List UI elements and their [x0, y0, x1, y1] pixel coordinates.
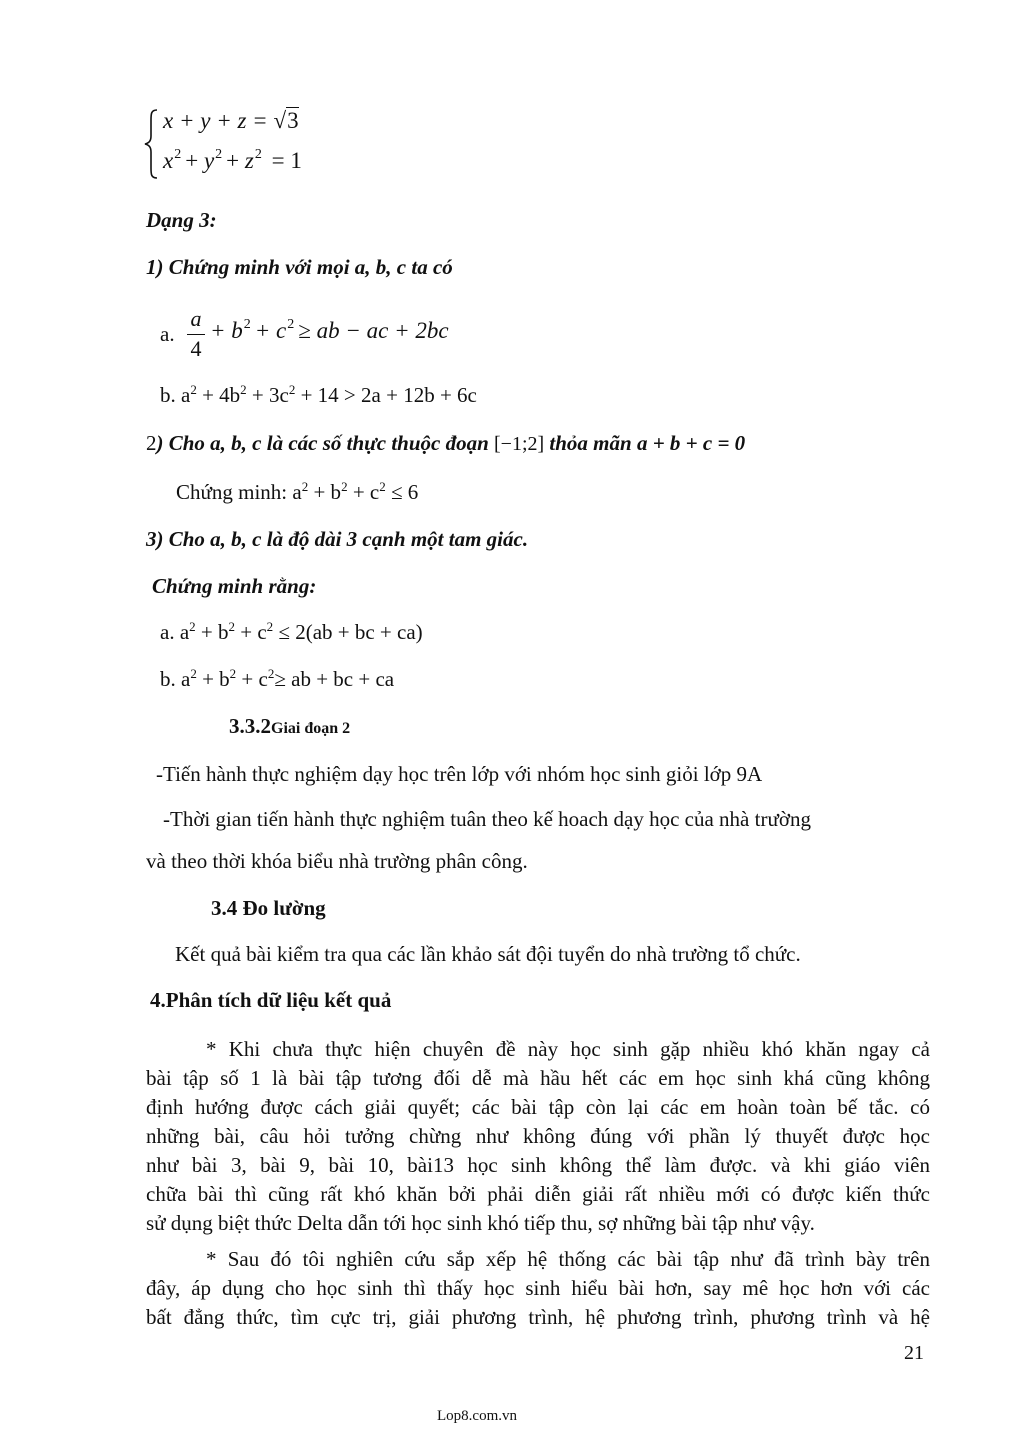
item-3-title: 3) Cho a, b, c là độ dài 3 cạnh một tam giác.: [146, 527, 529, 551]
equation-1-lhs: x + y + z =: [163, 108, 268, 133]
plus-sign: +: [226, 148, 240, 173]
plus-sign: +: [185, 148, 199, 173]
equation-2-rhs: = 1: [271, 148, 302, 173]
exponent: 2: [243, 317, 251, 332]
text-part: + b: [195, 620, 229, 644]
term-b: + b: [210, 318, 243, 343]
item-1a-expression: [210, 318, 449, 344]
result-text: Kết quả bài kiểm tra qua các lần khảo sát đội tuyển do nhà trường tổ chức.: [175, 942, 801, 966]
item-1-title: 1) Chứng minh với mọi a, b, c ta có: [146, 255, 453, 279]
text-part: ≥ ab + bc + ca: [274, 667, 395, 691]
item-2-title: [146, 431, 745, 456]
text-part: Chứng minh: a: [176, 480, 302, 504]
exponent: 2: [254, 147, 262, 162]
paragraph-line: những bài, câu hỏi tưởng chừng như không đúng với phần lý thuyết được học: [146, 1124, 930, 1148]
exponent: 2: [301, 479, 309, 494]
page-number: 21: [904, 1342, 924, 1364]
section-3-3-2-heading: [229, 714, 350, 739]
text-part: b. a: [160, 667, 191, 691]
text-part: b. a: [160, 383, 191, 407]
exponent: 2: [288, 382, 296, 397]
section-number: 3.3.2: [229, 714, 271, 738]
paragraph-line: * Khi chưa thực hiện chuyên đề này học sinh gặp nhiều khó khăn ngay cả: [206, 1037, 930, 1061]
paragraph-line: định hướng được cách giải quyết; các bài tập còn lại các em hoàn toàn bế tắc. có: [146, 1095, 930, 1119]
var-y: y: [203, 148, 215, 173]
bullet-1: -Tiến hành thực nghiệm dạy học trên lớp với nhóm học sinh giỏi lớp 9A: [156, 762, 763, 786]
fraction-denominator: 4: [190, 336, 202, 361]
system-equation-1: [163, 108, 299, 134]
interval: [−1;2]: [494, 433, 545, 455]
text-part: + 4b: [196, 383, 241, 407]
left-brace-symbol: [143, 108, 159, 180]
text-part: + c: [235, 620, 267, 644]
sqrt-symbol: √: [273, 108, 287, 133]
exponent: 2: [341, 479, 348, 494]
section-title: Giai đoạn 2: [271, 720, 351, 737]
exponent: 2: [189, 619, 196, 634]
exponent: 2: [266, 619, 274, 634]
text-part: a. a: [160, 620, 190, 644]
exponent: 2: [379, 479, 386, 494]
fraction-a-over-4: [187, 306, 205, 361]
section-3-4-heading: 3.4 Đo lường: [211, 896, 326, 920]
text-part: ≤ 2(ab + bc + ca): [273, 620, 423, 644]
paragraph-line: sử dụng biệt thức Delta dẫn tới học sinh khó tiếp thu, sợ những bài tập như vậy.: [146, 1211, 815, 1235]
system-equation-2: [163, 148, 302, 174]
var-z: z: [244, 148, 254, 173]
item-3a: [160, 620, 423, 645]
item-3b: [160, 667, 394, 692]
paragraph-line: chữa bài thì cũng rất khó khăn bởi phải diễn giải rất nhiều mới có được kiến thức: [146, 1182, 930, 1206]
item-3-subtitle: Chứng minh rằng:: [152, 574, 317, 598]
sqrt-radicand: 3: [287, 108, 299, 133]
exponent: 2: [190, 666, 197, 681]
bullet-2-line-2: và theo thời khóa biểu nhà trường phân công.: [146, 849, 528, 873]
item-1b: [160, 383, 477, 408]
text-part: + 14 > 2a + 12b + 6c: [295, 383, 477, 407]
paragraph-line: bất đẳng thức, tìm cực trị, giải phương trình, hệ phương trình, phương trình và hệ: [146, 1305, 930, 1329]
exponent: 2: [267, 666, 275, 681]
heading-dang-3: Dạng 3:: [146, 208, 217, 232]
term-c: + c: [254, 318, 287, 343]
exponent: 2: [190, 382, 197, 397]
exponent: 2: [215, 147, 223, 162]
text-part: ) Cho a, b, c là các số thực thuộc đoạn: [156, 431, 489, 455]
text-part: ≤ 6: [385, 480, 419, 504]
exponent: 2: [229, 666, 237, 681]
fraction-numerator: a: [190, 306, 202, 331]
text-part: + c: [236, 667, 268, 691]
var-x: x: [163, 148, 174, 173]
section-4-heading: 4.Phân tích dữ liệu kết quả: [150, 988, 392, 1012]
text-part: + 3c: [246, 383, 289, 407]
text-part: + b: [196, 667, 230, 691]
exponent: 2: [228, 619, 235, 634]
analysis-paragraph-1: [146, 1035, 930, 1238]
paragraph-line: đây, áp dụng cho học sinh thì thấy học sinh hiểu bài hơn, say mê học hơn với các: [146, 1276, 930, 1300]
analysis-paragraph-2: [146, 1245, 930, 1332]
fraction-bar: [187, 334, 205, 335]
footer-site-name: Lop8.com.vn: [437, 1408, 517, 1424]
item-number: 2: [146, 431, 157, 455]
exponent: 2: [174, 147, 182, 162]
exponent: 2: [240, 382, 247, 397]
exponent: 2: [287, 317, 295, 332]
paragraph-line: bài tập số 1 là bài tập tương đối dễ mà hầu hết các em học sinh khá cũng không: [146, 1066, 930, 1090]
paragraph-line: như bài 3, bài 9, bài 10, bài13 học sinh không thể làm được. và khi giáo viên: [146, 1153, 930, 1177]
text-part: + b: [308, 480, 342, 504]
paragraph-line: * Sau đó tôi nghiên cứu sắp xếp hệ thống các bài tập như đã trình bày trên: [206, 1247, 930, 1271]
item-2-proof: [176, 480, 418, 505]
text-part: thỏa mãn a + b + c = 0: [549, 431, 746, 455]
item-1a-label: a.: [160, 322, 175, 346]
bullet-2-line-1: -Thời gian tiến hành thực nghiệm tuân theo kế hoach dạy học của nhà trường: [163, 807, 811, 831]
text-part: + c: [347, 480, 380, 504]
inequality-rhs: ≥ ab − ac + 2bc: [298, 318, 449, 343]
